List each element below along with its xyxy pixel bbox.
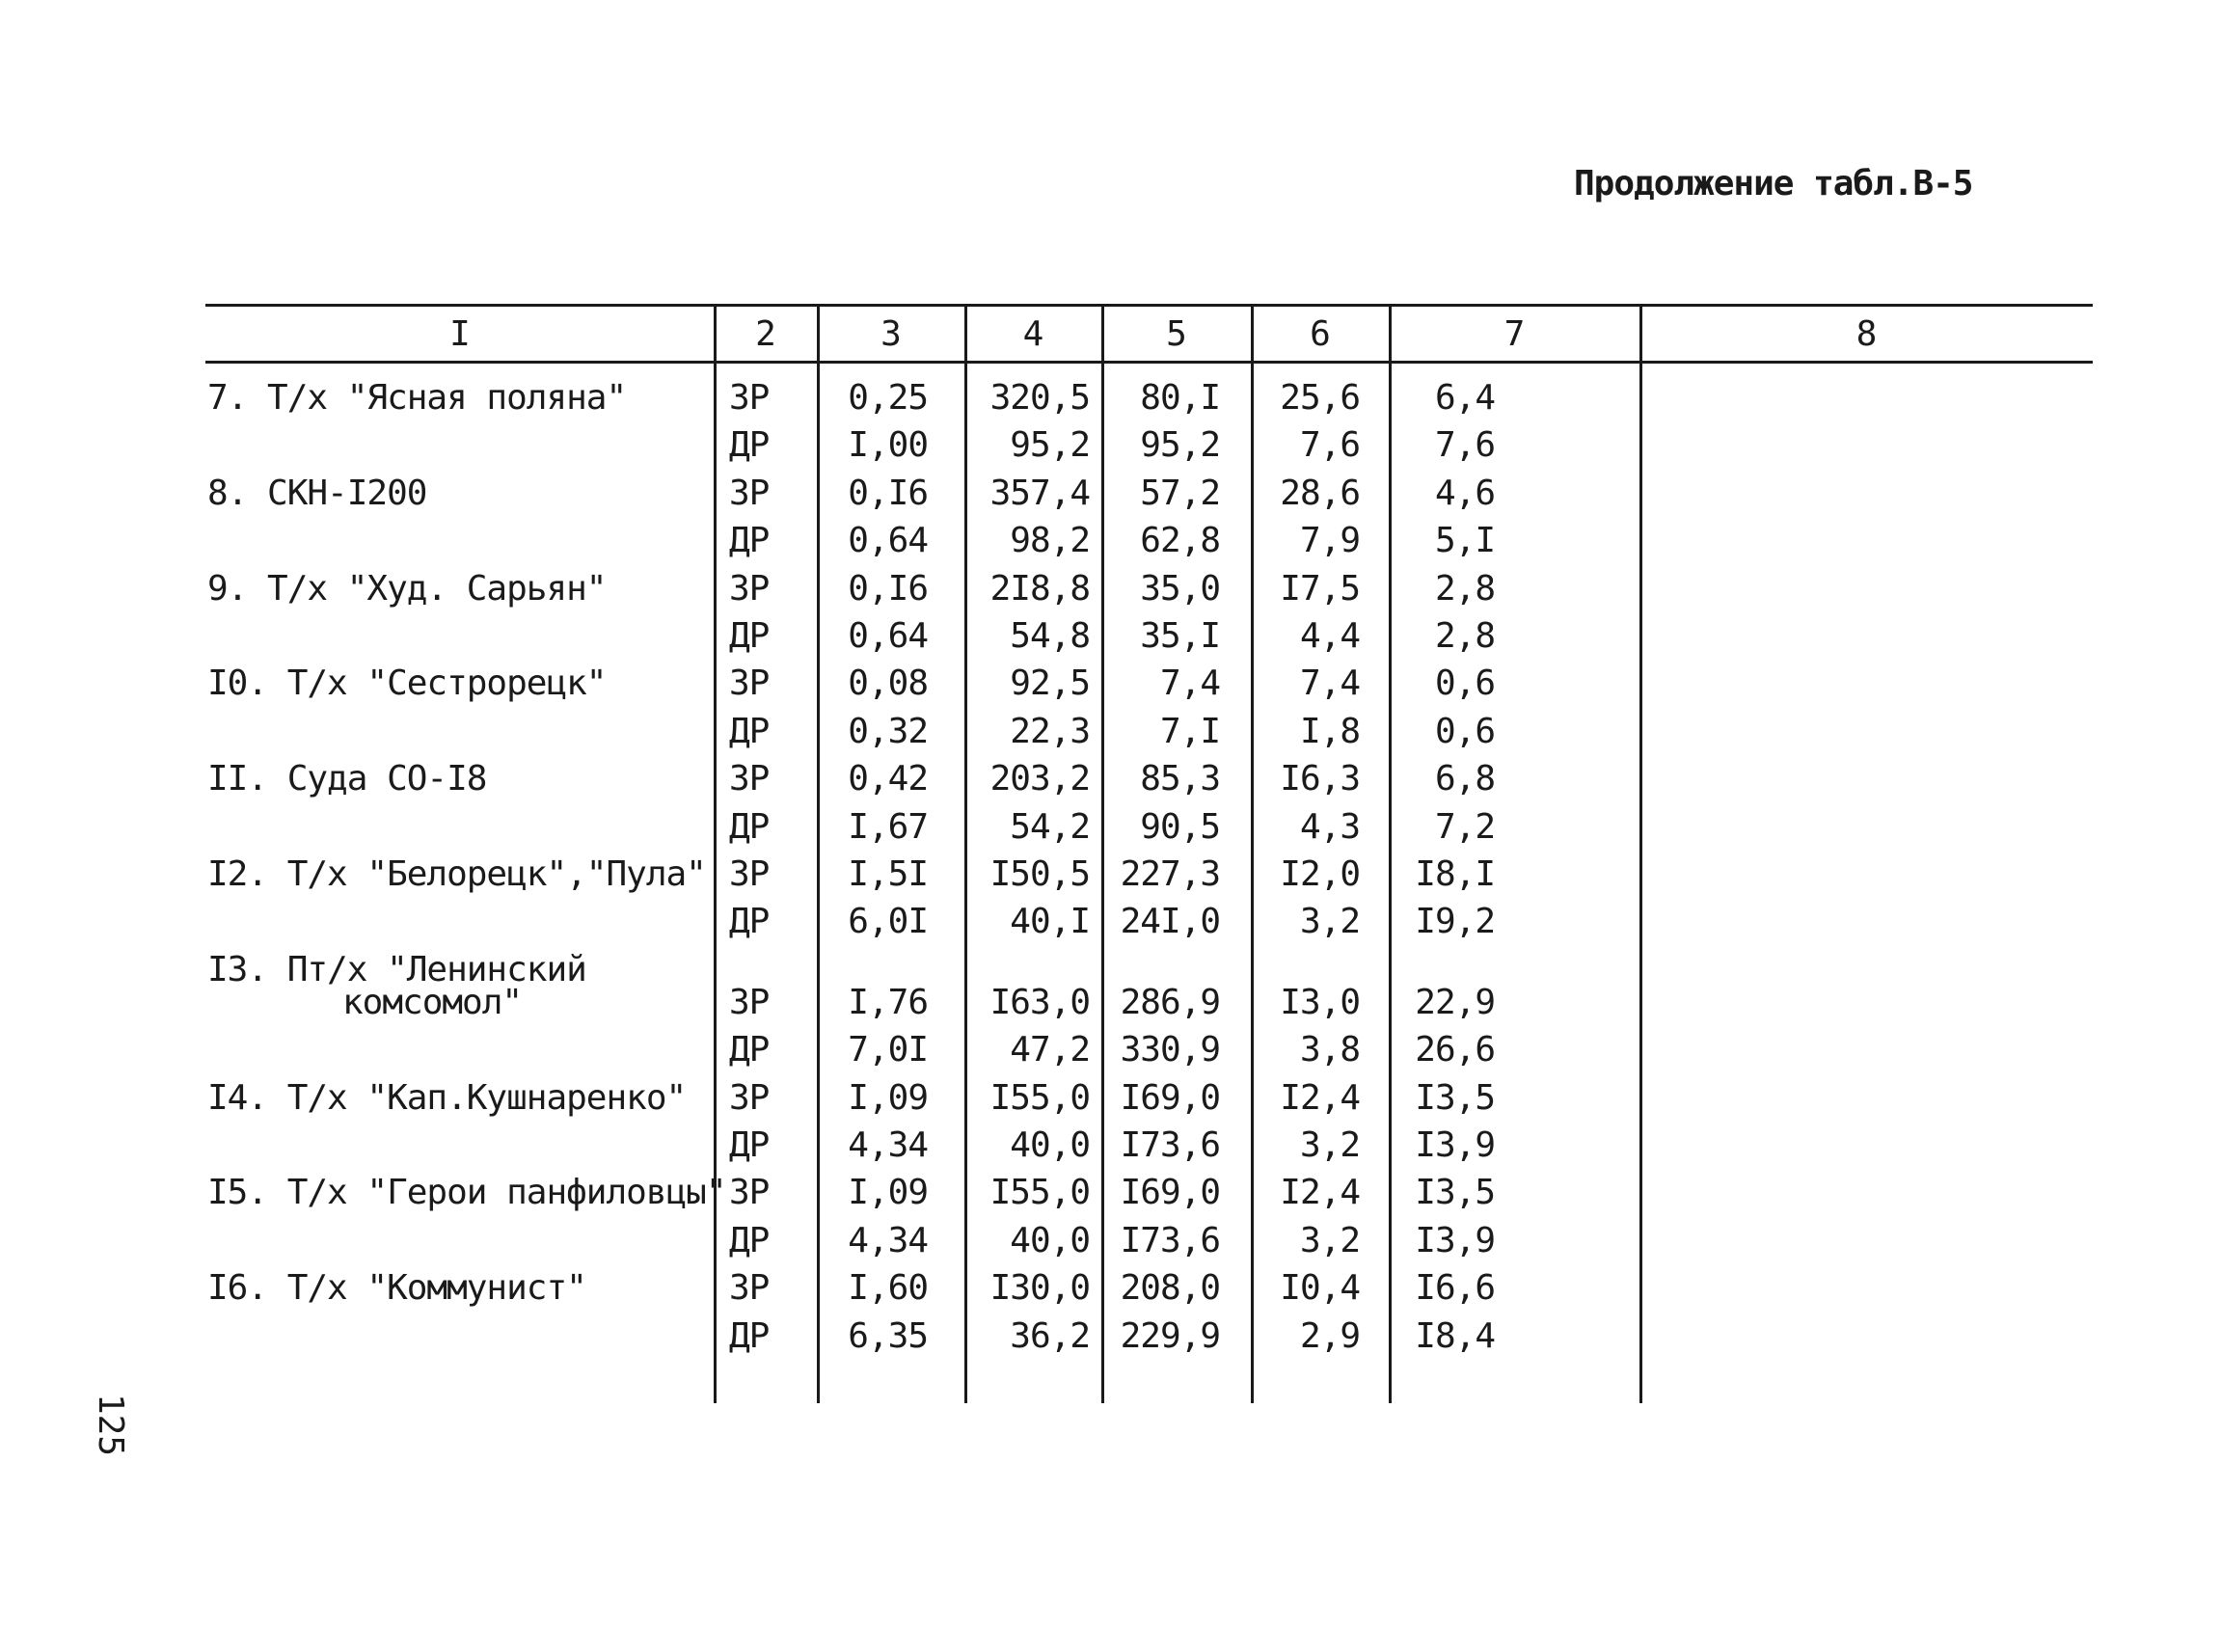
cell-col3: 0,I6 <box>848 473 928 513</box>
row-name: I0. Т/х "Сестрорецк" <box>207 664 607 704</box>
cell-col4: 320,5 <box>989 378 1090 418</box>
column-header: 4 <box>1022 314 1043 354</box>
cell-col4: 40,0 <box>1010 1220 1090 1260</box>
row-mode: ДР <box>729 425 770 466</box>
row-name: 7. Т/х "Ясная поляна" <box>207 378 627 418</box>
cell-col4: I63,0 <box>989 982 1090 1022</box>
cell-col7: 0,6 <box>1434 711 1495 751</box>
cell-col5: I69,0 <box>1120 1077 1220 1118</box>
row-mode: ЗР <box>729 1268 770 1309</box>
row-name: 8. СКН-I200 <box>207 473 427 513</box>
cell-col6: 4,3 <box>1299 806 1360 847</box>
row-name: I2. Т/х "Белорецк","Пула" <box>207 854 706 894</box>
cell-col6: I2,0 <box>1280 854 1360 894</box>
cell-col4: I55,0 <box>989 1173 1090 1213</box>
cell-col6: 28,6 <box>1280 473 1360 513</box>
cell-col7: 7,6 <box>1434 425 1495 466</box>
row-mode: ЗР <box>729 982 770 1022</box>
table-header-rule <box>205 361 2093 364</box>
cell-col6: 3,8 <box>1299 1030 1360 1070</box>
cell-col3: 4,34 <box>848 1220 928 1260</box>
cell-col3: 0,64 <box>848 521 928 561</box>
cell-col7: I8,4 <box>1415 1315 1495 1356</box>
cell-col4: 36,2 <box>1010 1315 1090 1356</box>
cell-col4: 47,2 <box>1010 1030 1090 1070</box>
cell-col4: 54,2 <box>1010 806 1090 847</box>
cell-col6: I2,4 <box>1280 1077 1360 1118</box>
column-header: I <box>449 314 470 354</box>
cell-col5: 35,I <box>1140 616 1220 656</box>
column-divider <box>1639 304 1642 1403</box>
cell-col5: I73,6 <box>1120 1125 1220 1165</box>
column-header: 3 <box>880 314 901 354</box>
cell-col5: 35,0 <box>1140 568 1220 609</box>
cell-col7: 4,6 <box>1434 473 1495 513</box>
table-top-rule <box>205 304 2093 307</box>
cell-col5: 227,3 <box>1120 854 1220 894</box>
row-name-continuation: комсомол" <box>342 982 523 1022</box>
column-divider <box>714 304 717 1403</box>
row-mode: ДР <box>729 1030 770 1070</box>
cell-col4: I30,0 <box>989 1268 1090 1309</box>
row-mode: ДР <box>729 616 770 656</box>
cell-col7: 2,8 <box>1434 616 1495 656</box>
row-mode: ДР <box>729 1315 770 1356</box>
cell-col6: 7,9 <box>1299 521 1360 561</box>
row-mode: ДР <box>729 902 770 942</box>
cell-col4: 203,2 <box>989 759 1090 799</box>
cell-col3: 0,64 <box>848 616 928 656</box>
cell-col5: 208,0 <box>1120 1268 1220 1309</box>
cell-col4: 40,I <box>1010 902 1090 942</box>
cell-col3: I,5I <box>848 854 928 894</box>
cell-col7: I3,9 <box>1415 1220 1495 1260</box>
cell-col6: I7,5 <box>1280 568 1360 609</box>
row-name: II. Суда СО-I8 <box>207 759 487 799</box>
cell-col3: 0,25 <box>848 378 928 418</box>
cell-col7: I3,9 <box>1415 1125 1495 1165</box>
cell-col5: 7,4 <box>1159 664 1220 704</box>
cell-col4: 92,5 <box>1010 664 1090 704</box>
row-name: I4. Т/х "Кап.Кушнаренко" <box>207 1077 687 1118</box>
column-header: 8 <box>1855 314 1877 354</box>
cell-col4: 22,3 <box>1010 711 1090 751</box>
table-caption: Продолжение табл.В-5 <box>1574 164 1973 203</box>
cell-col6: 3,2 <box>1299 902 1360 942</box>
cell-col6: 3,2 <box>1299 1220 1360 1260</box>
cell-col5: 62,8 <box>1140 521 1220 561</box>
cell-col6: I,8 <box>1299 711 1360 751</box>
column-header: 7 <box>1503 314 1525 354</box>
cell-col6: 2,9 <box>1299 1315 1360 1356</box>
cell-col5: 24I,0 <box>1120 902 1220 942</box>
row-name: I5. Т/х "Герои панфиловцы" <box>207 1173 726 1213</box>
cell-col5: 90,5 <box>1140 806 1220 847</box>
row-name: 9. Т/х "Худ. Сарьян" <box>207 568 607 609</box>
cell-col3: 6,35 <box>848 1315 928 1356</box>
cell-col7: I8,I <box>1415 854 1495 894</box>
page-number: 125 <box>91 1394 130 1457</box>
cell-col7: 22,9 <box>1415 982 1495 1022</box>
cell-col5: 229,9 <box>1120 1315 1220 1356</box>
cell-col6: 3,2 <box>1299 1125 1360 1165</box>
row-mode: ЗР <box>729 473 770 513</box>
row-mode: ДР <box>729 1125 770 1165</box>
cell-col6: I0,4 <box>1280 1268 1360 1309</box>
cell-col6: I3,0 <box>1280 982 1360 1022</box>
cell-col3: 0,42 <box>848 759 928 799</box>
row-mode: ЗР <box>729 759 770 799</box>
cell-col3: I,60 <box>848 1268 928 1309</box>
cell-col7: I9,2 <box>1415 902 1495 942</box>
cell-col5: I73,6 <box>1120 1220 1220 1260</box>
cell-col3: 6,0I <box>848 902 928 942</box>
cell-col7: 6,8 <box>1434 759 1495 799</box>
cell-col7: 6,4 <box>1434 378 1495 418</box>
cell-col3: I,67 <box>848 806 928 847</box>
cell-col3: 0,32 <box>848 711 928 751</box>
cell-col7: 0,6 <box>1434 664 1495 704</box>
column-header: 6 <box>1310 314 1330 354</box>
row-mode: ЗР <box>729 378 770 418</box>
cell-col4: 40,0 <box>1010 1125 1090 1165</box>
cell-col3: I,00 <box>848 425 928 466</box>
cell-col5: 95,2 <box>1140 425 1220 466</box>
cell-col5: 85,3 <box>1140 759 1220 799</box>
cell-col6: 25,6 <box>1280 378 1360 418</box>
cell-col5: 330,9 <box>1120 1030 1220 1070</box>
cell-col3: I,09 <box>848 1077 928 1118</box>
row-mode: ДР <box>729 806 770 847</box>
row-mode: ЗР <box>729 1077 770 1118</box>
column-header: 5 <box>1166 314 1186 354</box>
cell-col5: 57,2 <box>1140 473 1220 513</box>
cell-col7: I3,5 <box>1415 1173 1495 1213</box>
cell-col7: I6,6 <box>1415 1268 1495 1309</box>
cell-col4: 95,2 <box>1010 425 1090 466</box>
cell-col5: 7,I <box>1159 711 1220 751</box>
row-mode: ДР <box>729 521 770 561</box>
row-mode: ДР <box>729 1220 770 1260</box>
cell-col6: I6,3 <box>1280 759 1360 799</box>
cell-col5: 286,9 <box>1120 982 1220 1022</box>
cell-col4: 2I8,8 <box>989 568 1090 609</box>
column-header: 2 <box>755 314 775 354</box>
cell-col3: 0,I6 <box>848 568 928 609</box>
cell-col6: 7,4 <box>1299 664 1360 704</box>
cell-col7: 26,6 <box>1415 1030 1495 1070</box>
cell-col3: I,76 <box>848 982 928 1022</box>
cell-col7: 7,2 <box>1434 806 1495 847</box>
row-name: I3. Пт/х "Ленинский <box>207 949 586 989</box>
cell-col3: I,09 <box>848 1173 928 1213</box>
cell-col4: 98,2 <box>1010 521 1090 561</box>
cell-col4: I55,0 <box>989 1077 1090 1118</box>
row-mode: ЗР <box>729 854 770 894</box>
cell-col5: 80,I <box>1140 378 1220 418</box>
cell-col7: 2,8 <box>1434 568 1495 609</box>
cell-col4: 54,8 <box>1010 616 1090 656</box>
cell-col5: I69,0 <box>1120 1173 1220 1213</box>
cell-col6: 4,4 <box>1299 616 1360 656</box>
row-mode: ДР <box>729 711 770 751</box>
cell-col3: 0,08 <box>848 664 928 704</box>
cell-col4: I50,5 <box>989 854 1090 894</box>
cell-col6: I2,4 <box>1280 1173 1360 1213</box>
cell-col6: 7,6 <box>1299 425 1360 466</box>
cell-col7: I3,5 <box>1415 1077 1495 1118</box>
row-mode: ЗР <box>729 664 770 704</box>
cell-col4: 357,4 <box>989 473 1090 513</box>
row-name: I6. Т/х "Коммунист" <box>207 1268 586 1309</box>
row-mode: ЗР <box>729 568 770 609</box>
cell-col3: 4,34 <box>848 1125 928 1165</box>
cell-col7: 5,I <box>1434 521 1495 561</box>
row-mode: ЗР <box>729 1173 770 1213</box>
cell-col3: 7,0I <box>848 1030 928 1070</box>
